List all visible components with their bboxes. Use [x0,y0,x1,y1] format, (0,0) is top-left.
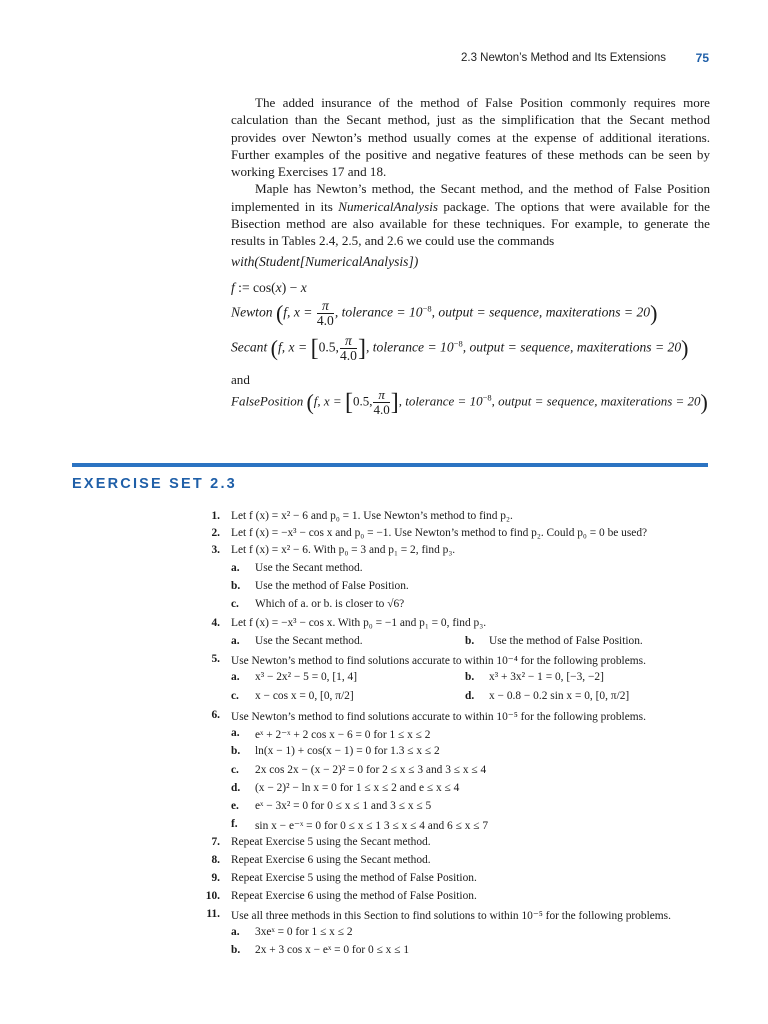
paragraph-false-position: The added insurance of the method of False Position commonly requires more calculation than the Secant method, just as the simplification that the Secant method provides over Newton’s method usually comes at the expense of additional iterations. Further examples of the positive and negative features of these methods can be seen by working Exercises 17 and 18. [231,95,710,180]
cmd-rest: , output = sequence, maxiterations = 20 [491,393,701,409]
part-text: x − 0.8 − 0.2 sin x = 0, [0, π/2] [489,690,630,702]
part-text: (x − 2)² − ln x = 0 for 1 ≤ x ≤ 2 and e ≤ x ≤ 4 [255,782,460,794]
open-paren: ( [275,300,284,326]
cmd-secant-name: Secant [231,339,268,355]
paragraph-maple-start: Maple has Newton’s method, the Secant method, and the method of False Position implemented in its [231,181,710,214]
exercise-number: 6. [211,709,220,721]
part-text: x³ + 3x² − 1 = 0, [−3, −2] [489,671,604,683]
cmd-x1: x [275,280,282,295]
frac-den: 4.0 [316,313,334,328]
part-text: Use the method of False Position. [255,580,409,592]
open-bracket: [ [344,389,353,416]
part-text: eˣ + 2⁻ˣ + 2 cos x − 6 = 0 for 1 ≤ x ≤ 2 [255,729,431,741]
part-text: 2x cos 2x − (x − 2)² = 0 for 2 ≤ x ≤ 3 and 3 ≤ x ≤ 4 [255,764,487,776]
part-text: 2x + 3 cos x − eˣ = 0 for 0 ≤ x ≤ 1 [255,944,410,956]
part-label: b. [231,944,241,956]
part-label: b. [465,671,475,683]
part-label: c. [231,598,239,610]
cmd-args: f, x = [313,393,345,409]
frac-num: π [317,299,334,314]
open-paren: ( [306,389,314,415]
close-paren: ) [650,300,658,326]
close-paren: ) [681,335,689,361]
frac-num: π [340,334,357,349]
exercise-text: Repeat Exercise 5 using the Secant method. [231,836,431,848]
part-label: f. [231,818,238,830]
part-label: c. [231,764,239,776]
paragraph-maple-end: package. The options that were available for the Bisection method are also available for these techniques. For example, to generate the results in Tables 2.4, 2.5, and 2.6 we could use the commands [231,198,710,249]
part-label: a. [231,562,240,574]
and-word: and [231,372,250,387]
command-secant [231,334,731,363]
frac-den: 4.0 [339,348,357,363]
part-text: ln(x − 1) + cos(x − 1) = 0 for 1.3 ≤ x ≤ 2 [255,745,440,757]
part-text: Which of a. or b. is closer to √6? [255,598,405,610]
part-text: Use the Secant method. [255,562,363,574]
fraction-pi-4 [373,388,389,417]
cmd-newton-name: Newton [231,304,273,320]
exercise-text: Let f (x) = x² − 6. With p₀ = 3 and p₁ = 2, find p₃. [231,544,456,556]
cmd-args: f, x = [277,339,311,355]
cmd-tol-exp: −8 [453,338,463,349]
exercise-text: Repeat Exercise 6 using the Secant method. [231,854,431,866]
part-label: b. [231,580,241,592]
open-paren: ( [270,335,278,361]
cmd-half: 0.5, [352,393,373,409]
cmd-tol: , tolerance = 10 [398,393,483,409]
part-label: a. [231,926,240,938]
exercise-text: Use all three methods in this Section to find solutions to within 10⁻⁵ for the following problems. [231,910,671,922]
cmd-falsepos-name: FalsePosition [231,393,304,409]
package-name: NumericalAnalysis [338,198,438,214]
exercise-number: 11. [206,908,220,920]
part-label: e. [231,800,239,812]
cmd-minus: ) − [281,280,301,295]
exercise-number: 1. [211,510,220,522]
exercise-text: Repeat Exercise 5 using the method of False Position. [231,872,477,884]
close-paren: ) [700,389,708,415]
command-with: with(Student[NumericalAnalysis]) [231,254,419,269]
part-label: c. [231,690,239,702]
part-text: Use the Secant method. [255,635,363,647]
part-label: a. [231,671,240,683]
frac-den: 4.0 [373,402,390,417]
exercise-number: 3. [211,544,220,556]
cmd-tol-exp: −8 [482,392,492,403]
cmd-half: 0.5, [318,339,339,355]
page-number: 75 [695,51,709,65]
cmd-tol: , tolerance = 10 [365,339,454,355]
cmd-tol-exp: −8 [422,303,432,314]
exercise-number: 8. [211,854,220,866]
exercise-text: Let f (x) = −x³ − cos x and p₀ = −1. Use Newton’s method to find p₂. Could p₀ = 0 be used? [231,527,648,539]
exercise-set-title: EXERCISE SET 2.3 [72,476,237,492]
cmd-rest: , output = sequence, maxiterations = 20 [431,304,651,320]
exercise-number: 10. [205,890,220,902]
part-text: x³ − 2x² − 5 = 0, [1, 4] [255,671,358,683]
frac-num: π [373,388,389,403]
cmd-x2: x [300,280,307,295]
exercise-text: Repeat Exercise 6 using the method of False Position. [231,890,477,902]
paragraph-maple [231,180,710,249]
part-text: eˣ − 3x² = 0 for 0 ≤ x ≤ 1 and 3 ≤ x ≤ 5 [255,800,432,812]
exercise-number: 9. [211,872,220,884]
close-bracket: ] [357,335,366,362]
close-bracket: ] [390,389,399,416]
exercise-number: 5. [211,653,220,665]
exercise-number: 7. [211,836,220,848]
command-fdef [231,280,731,296]
part-label: b. [465,635,475,647]
part-label: a. [231,727,240,739]
part-label: d. [231,782,241,794]
cmd-tol: , tolerance = 10 [334,304,423,320]
cmd-args: f, x = [283,304,316,320]
part-label: a. [231,635,240,647]
part-label: b. [231,745,241,757]
part-text: 3xeˣ = 0 for 1 ≤ x ≤ 2 [255,926,353,938]
open-bracket: [ [310,335,319,362]
part-text: x − cos x = 0, [0, π/2] [255,690,354,702]
body-text [231,94,710,250]
part-text: Use the method of False Position. [489,635,643,647]
exercise-text: Let f (x) = −x³ − cos x. With p₀ = −1 and p₁ = 0, find p₃. [231,617,487,629]
cmd-f: f [231,280,235,295]
fraction-pi-4 [317,299,334,328]
exercise-text: Use Newton’s method to find solutions accurate to within 10⁻⁴ for the following problems. [231,655,646,667]
section-rule [72,463,708,467]
cmd-rest: , output = sequence, maxiterations = 20 [462,339,682,355]
fraction-pi-4 [340,334,357,363]
exercise-number: 2. [211,527,220,539]
exercise-text: Use Newton’s method to find solutions accurate to within 10⁻⁵ for the following problems. [231,711,646,723]
exercise-text: Let f (x) = x² − 6 and p₀ = 1. Use Newton’s method to find p₂. [231,510,513,522]
running-header [0,52,768,70]
command-falseposition [231,388,731,417]
running-title: 2.3 Newton’s Method and Its Extensions [461,52,666,64]
command-newton [231,299,731,328]
part-text: sin x − e⁻ˣ = 0 for 0 ≤ x ≤ 1 3 ≤ x ≤ 4 and 6 ≤ x ≤ 7 [255,820,489,832]
cmd-cos: := cos( [234,280,276,295]
exercise-number: 4. [211,617,220,629]
part-label: d. [465,690,475,702]
